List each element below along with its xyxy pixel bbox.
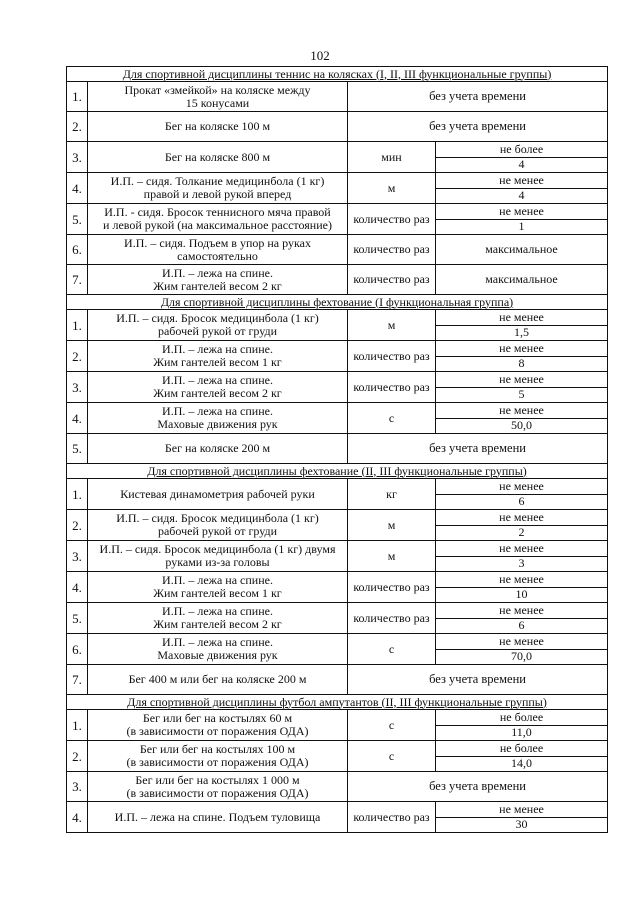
exercise-cell bbox=[88, 802, 348, 833]
unit-cell: м bbox=[348, 510, 436, 541]
no-time-limit-cell: без учета времени bbox=[348, 665, 608, 695]
criterion-value-cell bbox=[436, 341, 608, 372]
norm-row bbox=[67, 603, 608, 634]
unit-cell: с bbox=[348, 634, 436, 665]
exercise-cell bbox=[88, 665, 348, 695]
exercise-line: руками из-за головы bbox=[165, 555, 270, 569]
criterion-value-cell bbox=[436, 634, 608, 665]
criterion-value-cell bbox=[436, 802, 608, 833]
unit-cell: м bbox=[348, 310, 436, 341]
norm-row bbox=[67, 112, 608, 142]
norm-value: 6 bbox=[518, 494, 525, 509]
exercise-line: И.П. – лежа на спине. bbox=[162, 635, 273, 649]
unit-cell: с bbox=[348, 741, 436, 772]
norm-row bbox=[67, 572, 608, 603]
row-number: 6. bbox=[67, 634, 88, 665]
norm-value: 4 bbox=[518, 188, 525, 203]
criterion-value-cell bbox=[436, 310, 608, 341]
norm-row bbox=[67, 541, 608, 572]
criterion-value-stack bbox=[436, 173, 607, 203]
row-number: 4. bbox=[67, 572, 88, 603]
norm-value: 1 bbox=[518, 219, 525, 234]
exercise-line: И.П. - сидя. Бросок теннисного мяча правой bbox=[104, 205, 331, 219]
criterion-value-stack bbox=[436, 204, 607, 234]
exercise-cell bbox=[88, 510, 348, 541]
norm-row bbox=[67, 772, 608, 802]
no-time-limit-cell: без учета времени bbox=[348, 112, 608, 142]
value-cell: максимальное bbox=[436, 265, 608, 295]
criterion-label: не менее bbox=[436, 204, 607, 220]
exercise-line: Бег или бег на костылях 60 м bbox=[142, 711, 293, 725]
exercise-line: Бег на коляске 800 м bbox=[164, 149, 271, 164]
row-number: 2. bbox=[67, 341, 88, 372]
criterion-label: не менее bbox=[436, 403, 607, 419]
exercise-line: Жим гантелей весом 1 кг bbox=[153, 586, 282, 600]
row-number: 4. bbox=[67, 173, 88, 204]
norm-row bbox=[67, 665, 608, 695]
unit-cell: количество раз bbox=[348, 341, 436, 372]
exercise-line: рабочей рукой от груди bbox=[157, 524, 277, 538]
norm-value: 8 bbox=[518, 356, 525, 371]
row-number: 2. bbox=[67, 510, 88, 541]
unit-cell: мин bbox=[348, 142, 436, 173]
criterion-label: не менее bbox=[436, 310, 607, 326]
exercise-line: И.П. – сидя. Бросок медицинбола (1 кг) bbox=[116, 511, 319, 525]
norm-row bbox=[67, 235, 608, 265]
section-title-cell bbox=[67, 67, 608, 82]
row-number: 6. bbox=[67, 235, 88, 265]
row-number: 7. bbox=[67, 265, 88, 295]
row-number: 3. bbox=[67, 142, 88, 173]
no-time-limit-cell: без учета времени bbox=[348, 82, 608, 112]
criterion-value-cell bbox=[436, 372, 608, 403]
exercise-cell bbox=[88, 341, 348, 372]
value-cell: максимальное bbox=[436, 235, 608, 265]
norm-value: 11,0 bbox=[511, 725, 532, 740]
exercise-cell bbox=[88, 265, 348, 295]
criterion-value-stack bbox=[436, 541, 607, 571]
exercise-cell bbox=[88, 112, 348, 142]
norm-row bbox=[67, 173, 608, 204]
norm-row bbox=[67, 434, 608, 464]
exercise-cell bbox=[88, 541, 348, 572]
norm-value: 3 bbox=[518, 556, 525, 571]
exercise-line: самостоятельно bbox=[177, 248, 258, 263]
unit-cell: количество раз bbox=[348, 265, 436, 295]
exercise-line: Прокат «змейкой» на коляске между bbox=[124, 82, 311, 97]
criterion-value-cell bbox=[436, 510, 608, 541]
exercise-cell bbox=[88, 479, 348, 510]
exercise-cell bbox=[88, 142, 348, 173]
criterion-label: не более bbox=[436, 741, 607, 757]
section-title: Для спортивной дисциплины теннис на колясках (I, II, III функциональные группы) bbox=[122, 66, 552, 81]
norm-row bbox=[67, 265, 608, 295]
unit-cell: с bbox=[348, 710, 436, 741]
unit-cell: количество раз bbox=[348, 204, 436, 235]
row-number: 4. bbox=[67, 802, 88, 833]
exercise-line: И.П. – сидя. Бросок медицинбола (1 кг) bbox=[116, 311, 319, 325]
norm-row bbox=[67, 710, 608, 741]
row-number: 5. bbox=[67, 603, 88, 634]
norm-row bbox=[67, 341, 608, 372]
unit-cell: количество раз bbox=[348, 235, 436, 265]
exercise-cell bbox=[88, 572, 348, 603]
exercise-cell bbox=[88, 710, 348, 741]
exercise-line: Жим гантелей весом 2 кг bbox=[153, 617, 282, 631]
norm-value: 30 bbox=[515, 817, 528, 832]
norm-value: 10 bbox=[515, 587, 528, 602]
section-header-row bbox=[67, 695, 608, 710]
criterion-value-cell bbox=[436, 479, 608, 510]
norm-value: 2 bbox=[518, 525, 525, 540]
norm-row bbox=[67, 741, 608, 772]
criterion-value-stack bbox=[436, 479, 607, 509]
criterion-label: не менее bbox=[436, 541, 607, 557]
row-number: 1. bbox=[67, 479, 88, 510]
exercise-cell bbox=[88, 403, 348, 434]
exercise-line: (в зависимости от поражения ОДА) bbox=[126, 724, 309, 738]
norm-value: 14,0 bbox=[511, 756, 533, 771]
exercise-line: рабочей рукой от груди bbox=[157, 324, 277, 338]
criterion-value-cell bbox=[436, 572, 608, 603]
norm-value: 5 bbox=[518, 387, 525, 402]
criterion-label: не менее bbox=[436, 572, 607, 588]
criterion-label: не менее bbox=[436, 603, 607, 619]
exercise-cell bbox=[88, 173, 348, 204]
criterion-label: не менее bbox=[436, 173, 607, 189]
exercise-line: И.П. – сидя. Подъем в упор на руках bbox=[124, 235, 311, 250]
norm-row bbox=[67, 510, 608, 541]
exercise-cell bbox=[88, 235, 348, 265]
exercise-line: и левой рукой (на максимальное расстояние) bbox=[103, 218, 332, 232]
norm-value: 6 bbox=[518, 618, 525, 633]
section-header-row bbox=[67, 67, 608, 82]
exercise-line: (в зависимости от поражения ОДА) bbox=[126, 785, 309, 800]
criterion-value-stack bbox=[436, 634, 607, 664]
exercise-line: Бег на коляске 200 м bbox=[164, 441, 271, 455]
norm-row bbox=[67, 403, 608, 434]
row-number: 5. bbox=[67, 434, 88, 464]
criterion-value-stack bbox=[436, 403, 607, 433]
criterion-value-stack bbox=[436, 310, 607, 340]
exercise-line: Бег или бег на костылях 100 м bbox=[139, 742, 296, 756]
exercise-line: И.П. – лежа на спине. Подъем туловища bbox=[114, 809, 321, 824]
section-header-row bbox=[67, 295, 608, 310]
criterion-value-cell bbox=[436, 142, 608, 173]
exercise-line: Жим гантелей весом 1 кг bbox=[153, 355, 282, 369]
criterion-value-stack bbox=[436, 741, 607, 771]
exercise-line: 15 конусами bbox=[185, 95, 250, 110]
norm-value: 70,0 bbox=[511, 649, 533, 664]
criterion-value-cell bbox=[436, 710, 608, 741]
exercise-line: И.П. – лежа на спине. bbox=[162, 404, 273, 418]
criterion-value-cell bbox=[436, 204, 608, 235]
row-number: 3. bbox=[67, 772, 88, 802]
exercise-cell bbox=[88, 310, 348, 341]
row-number: 7. bbox=[67, 665, 88, 695]
section-title-cell bbox=[67, 295, 608, 310]
exercise-cell bbox=[88, 603, 348, 634]
norm-value: 50,0 bbox=[511, 418, 533, 433]
norm-row bbox=[67, 82, 608, 112]
no-time-limit-cell: без учета времени bbox=[348, 434, 608, 464]
row-number: 1. bbox=[67, 310, 88, 341]
criterion-value-stack bbox=[436, 802, 607, 832]
criterion-value-cell bbox=[436, 173, 608, 204]
row-number: 2. bbox=[67, 112, 88, 142]
row-number: 3. bbox=[67, 372, 88, 403]
criterion-value-stack bbox=[436, 510, 607, 540]
exercise-line: Бег или бег на костылях 1 000 м bbox=[135, 772, 300, 787]
section-title: Для спортивной дисциплины футбол ампутантов (II, III функциональные группы) bbox=[127, 694, 547, 709]
criterion-value-cell bbox=[436, 603, 608, 634]
criterion-label: не более bbox=[436, 710, 607, 726]
section-title: Для спортивной дисциплины фехтование (II, III функциональные группы) bbox=[147, 463, 527, 478]
norm-row bbox=[67, 479, 608, 510]
exercise-line: Бег на коляске 100 м bbox=[164, 119, 271, 133]
exercise-line: (в зависимости от поражения ОДА) bbox=[126, 755, 309, 769]
unit-cell: количество раз bbox=[348, 802, 436, 833]
row-number: 1. bbox=[67, 710, 88, 741]
exercise-line: И.П. – лежа на спине. bbox=[162, 373, 273, 387]
norm-row bbox=[67, 634, 608, 665]
exercise-cell bbox=[88, 741, 348, 772]
exercise-line: И.П. – лежа на спине. bbox=[162, 265, 273, 280]
norm-value: 4 bbox=[518, 157, 525, 172]
exercise-line: И.П. – лежа на спине. bbox=[162, 604, 273, 618]
criterion-value-stack bbox=[436, 142, 607, 172]
exercise-line: Бег 400 м или бег на коляске 200 м bbox=[128, 672, 307, 686]
exercise-line: И.П. – сидя. Бросок медицинбола (1 кг) двумя bbox=[99, 542, 336, 556]
exercise-line: И.П. – сидя. Толкание медицинбола (1 кг) bbox=[110, 174, 325, 188]
unit-cell: м bbox=[348, 541, 436, 572]
criterion-label: не менее bbox=[436, 802, 607, 818]
row-number: 1. bbox=[67, 82, 88, 112]
unit-cell: количество раз bbox=[348, 572, 436, 603]
no-time-limit-cell: без учета времени bbox=[348, 772, 608, 802]
criterion-label: не менее bbox=[436, 479, 607, 495]
row-number: 3. bbox=[67, 541, 88, 572]
row-number: 5. bbox=[67, 204, 88, 235]
exercise-line: Маховые движения рук bbox=[157, 648, 278, 662]
unit-cell: количество раз bbox=[348, 372, 436, 403]
norm-row bbox=[67, 372, 608, 403]
criterion-value-stack bbox=[436, 603, 607, 633]
row-number: 4. bbox=[67, 403, 88, 434]
unit-cell: м bbox=[348, 173, 436, 204]
exercise-line: Маховые движения рук bbox=[157, 417, 278, 431]
exercise-cell bbox=[88, 204, 348, 235]
norm-row bbox=[67, 142, 608, 173]
criterion-value-stack bbox=[436, 572, 607, 602]
exercise-cell bbox=[88, 634, 348, 665]
unit-cell: кг bbox=[348, 479, 436, 510]
criterion-value-stack bbox=[436, 341, 607, 371]
criterion-value-cell bbox=[436, 403, 608, 434]
criterion-value-cell bbox=[436, 541, 608, 572]
criterion-label: не менее bbox=[436, 341, 607, 357]
exercise-line: Кистевая динамометрия рабочей руки bbox=[120, 486, 315, 501]
exercise-cell bbox=[88, 372, 348, 403]
section-header-row bbox=[67, 464, 608, 479]
criterion-value-stack bbox=[436, 372, 607, 402]
section-title: Для спортивной дисциплины фехтование (I функциональная группа) bbox=[160, 294, 514, 309]
exercise-line: Жим гантелей весом 2 кг bbox=[153, 386, 282, 400]
exercise-cell bbox=[88, 434, 348, 464]
exercise-line: Жим гантелей весом 2 кг bbox=[153, 278, 282, 293]
row-number: 2. bbox=[67, 741, 88, 772]
section-title-cell bbox=[67, 695, 608, 710]
norm-row bbox=[67, 310, 608, 341]
norms-table bbox=[66, 66, 608, 833]
criterion-label: не менее bbox=[436, 372, 607, 388]
criterion-value-cell bbox=[436, 741, 608, 772]
exercise-line: И.П. – лежа на спине. bbox=[162, 573, 273, 587]
norm-value: 1,5 bbox=[514, 325, 530, 340]
criterion-value-stack bbox=[436, 710, 607, 740]
section-title-cell bbox=[67, 464, 608, 479]
criterion-label: не менее bbox=[436, 634, 607, 650]
exercise-line: правой и левой рукой вперед bbox=[143, 187, 292, 201]
unit-cell: с bbox=[348, 403, 436, 434]
criterion-label: не менее bbox=[436, 510, 607, 526]
exercise-cell bbox=[88, 772, 348, 802]
norm-row bbox=[67, 802, 608, 833]
exercise-line: И.П. – лежа на спине. bbox=[162, 342, 273, 356]
norm-row bbox=[67, 204, 608, 235]
unit-cell: количество раз bbox=[348, 603, 436, 634]
exercise-cell bbox=[88, 82, 348, 112]
page-number: 102 bbox=[310, 48, 330, 63]
criterion-label: не более bbox=[436, 142, 607, 158]
